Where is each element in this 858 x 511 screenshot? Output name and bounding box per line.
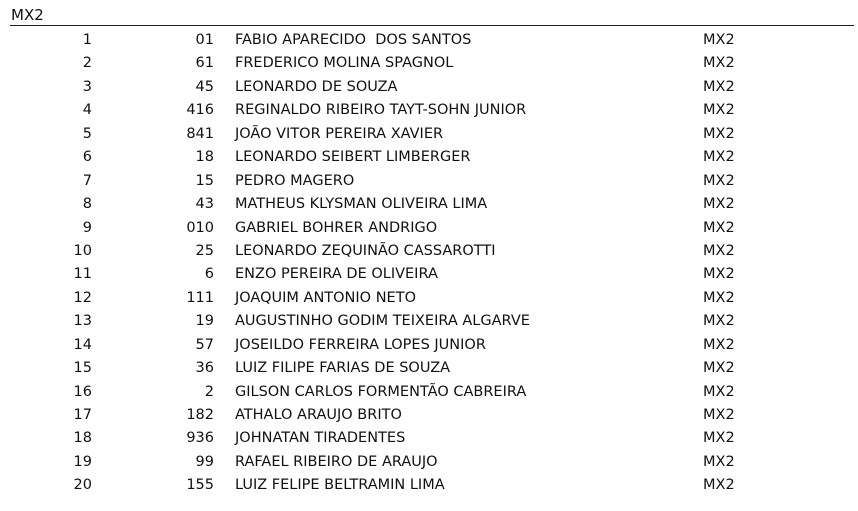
position-cell: 3 (82, 78, 92, 95)
category-cell: MX2 (703, 55, 735, 72)
rider-name-cell: JOHNATAN TIRADENTES (235, 430, 406, 447)
result-row (0, 240, 858, 263)
rider-name-cell: LEONARDO SEIBERT LIMBERGER (235, 149, 471, 166)
rider-number-cell: 936 (186, 430, 214, 447)
result-row (0, 217, 858, 240)
result-row (0, 427, 858, 450)
position-cell: 15 (73, 360, 92, 377)
rider-name-cell: PEDRO MAGERO (235, 172, 355, 189)
rider-name-cell: RAFAEL RIBEIRO DE ARAUJO (235, 453, 438, 470)
position-cell: 12 (73, 289, 92, 306)
result-row (0, 404, 858, 427)
rider-number-cell: 182 (186, 407, 214, 423)
category-cell: MX2 (703, 430, 735, 447)
rider-name-cell: AUGUSTINHO GODIM TEIXEIRA ALGARVE (235, 313, 530, 330)
position-cell: 17 (73, 407, 92, 423)
result-row (0, 334, 858, 357)
rider-name-cell: MATHEUS KLYSMAN OLIVEIRA LIMA (235, 196, 488, 213)
category-cell: MX2 (703, 78, 735, 95)
category-cell: MX2 (703, 196, 735, 213)
category-cell: MX2 (703, 32, 735, 48)
rider-name-cell: GILSON CARLOS FORMENTÃO CABREIRA (235, 383, 527, 400)
rider-number-cell: 841 (186, 125, 214, 142)
category-cell: MX2 (703, 242, 735, 259)
result-row (0, 310, 858, 333)
category-cell: MX2 (703, 407, 735, 423)
result-row (0, 474, 858, 497)
category-cell: MX2 (703, 149, 735, 166)
category-cell: MX2 (703, 336, 735, 353)
rider-number-cell: 010 (186, 219, 214, 236)
position-cell: 14 (73, 336, 92, 353)
position-cell: 2 (82, 55, 92, 72)
position-cell: 10 (73, 242, 92, 259)
result-row (0, 263, 858, 286)
result-row (0, 146, 858, 169)
rider-number-cell: 61 (195, 55, 214, 72)
category-cell: MX2 (703, 289, 735, 306)
position-cell: 1 (82, 32, 92, 48)
rider-name-cell: REGINALDO RIBEIRO TAYT-SOHN JUNIOR (235, 102, 527, 119)
position-cell: 8 (82, 196, 92, 213)
rider-name-cell: FREDERICO MOLINA SPAGNOL (235, 55, 454, 72)
category-cell: MX2 (703, 383, 735, 400)
result-row (0, 170, 858, 193)
position-cell: 13 (73, 313, 92, 330)
rider-number-cell: 99 (195, 453, 214, 470)
position-cell: 19 (73, 453, 92, 470)
header-divider (10, 25, 854, 26)
position-cell: 18 (73, 430, 92, 447)
rider-number-cell: 19 (195, 313, 214, 330)
category-cell: MX2 (703, 266, 735, 283)
position-cell: 16 (73, 383, 92, 400)
rider-name-cell: FABIO APARECIDO DOS SANTOS (235, 32, 472, 48)
rider-number-cell: 36 (195, 360, 214, 377)
category-cell: MX2 (703, 219, 735, 236)
rider-name-cell: JOAQUIM ANTONIO NETO (235, 289, 416, 306)
result-row (0, 193, 858, 216)
position-cell: 7 (82, 172, 92, 189)
rider-name-cell: JOSEILDO FERREIRA LOPES JUNIOR (235, 336, 486, 353)
rider-number-cell: 155 (186, 477, 214, 494)
rider-number-cell: 416 (186, 102, 214, 119)
rider-name-cell: ENZO PEREIRA DE OLIVEIRA (235, 266, 438, 283)
rider-number-cell: 45 (195, 78, 214, 95)
rider-name-cell: JOÃO VITOR PEREIRA XAVIER (235, 125, 444, 142)
position-cell: 4 (82, 102, 92, 119)
results-list (0, 29, 858, 498)
rider-number-cell: 43 (195, 196, 214, 213)
page-title: MX2 (11, 6, 44, 24)
position-cell: 11 (73, 266, 92, 283)
position-cell: 6 (82, 149, 92, 166)
category-cell: MX2 (703, 102, 735, 119)
result-row (0, 357, 858, 380)
rider-number-cell: 01 (195, 32, 214, 48)
result-row (0, 287, 858, 310)
result-row (0, 76, 858, 99)
rider-number-cell: 6 (204, 266, 214, 283)
result-row (0, 451, 858, 474)
category-cell: MX2 (703, 360, 735, 377)
rider-name-cell: ATHALO ARAUJO BRITO (235, 407, 402, 423)
position-cell: 9 (82, 219, 92, 236)
result-row (0, 52, 858, 75)
rider-number-cell: 18 (195, 149, 214, 166)
result-row (0, 99, 858, 122)
rider-number-cell: 25 (195, 242, 214, 259)
rider-name-cell: LEONARDO ZEQUINÃO CASSAROTTI (235, 242, 496, 259)
category-cell: MX2 (703, 313, 735, 330)
rider-name-cell: LUIZ FILIPE FARIAS DE SOUZA (235, 360, 451, 377)
rider-number-cell: 15 (195, 172, 214, 189)
category-cell: MX2 (703, 172, 735, 189)
rider-name-cell: LUIZ FELIPE BELTRAMIN LIMA (235, 477, 445, 494)
position-cell: 5 (82, 125, 92, 142)
rider-number-cell: 111 (186, 289, 214, 306)
rider-name-cell: LEONARDO DE SOUZA (235, 78, 398, 95)
result-row (0, 381, 858, 404)
category-cell: MX2 (703, 125, 735, 142)
position-cell: 20 (73, 477, 92, 494)
rider-name-cell: GABRIEL BOHRER ANDRIGO (235, 219, 438, 236)
category-cell: MX2 (703, 477, 735, 494)
result-row (0, 29, 858, 52)
category-cell: MX2 (703, 453, 735, 470)
result-row (0, 123, 858, 146)
rider-number-cell: 2 (204, 383, 214, 400)
rider-number-cell: 57 (195, 336, 214, 353)
